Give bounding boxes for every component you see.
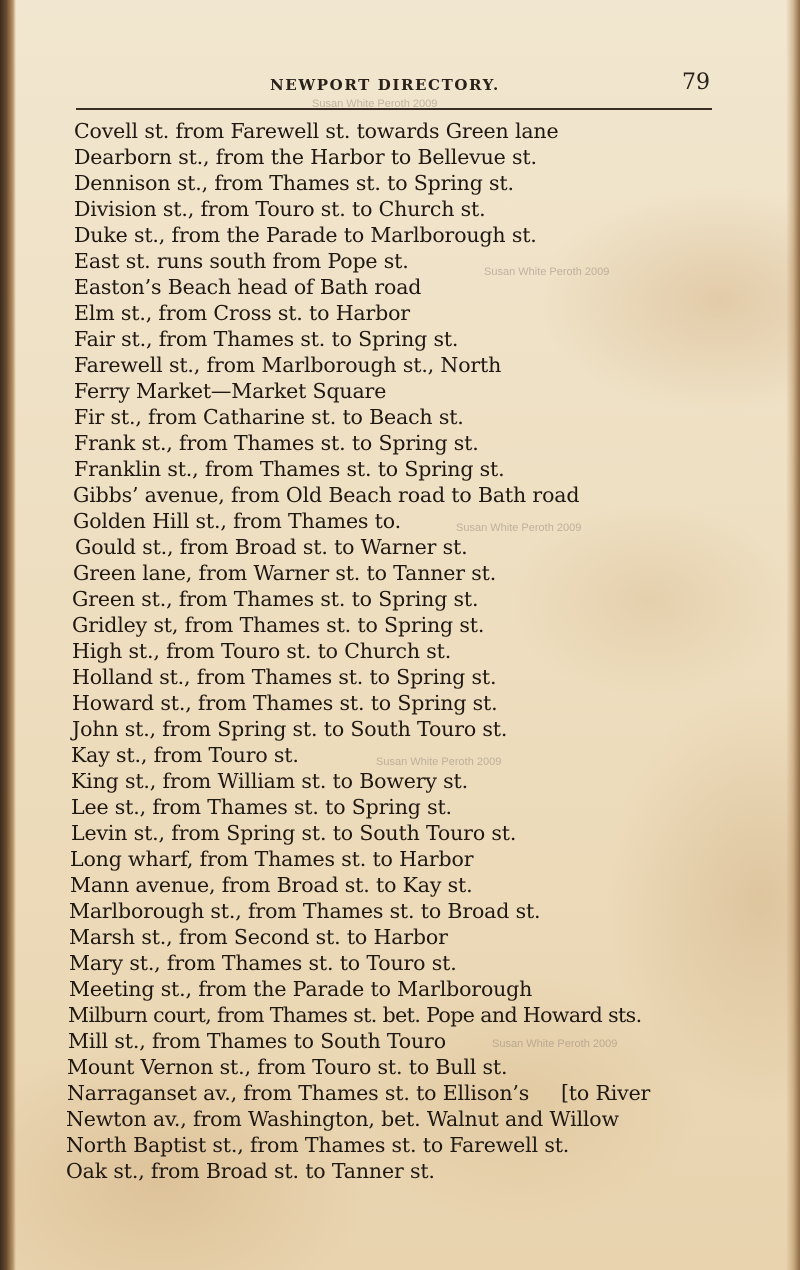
street-entry: Long wharf, from Thames st. to Harbor: [70, 847, 474, 871]
street-entry: Howard st., from Thames st. to Spring st.: [72, 691, 498, 715]
page-header: [70, 68, 720, 102]
street-entry: King st., from William st. to Bowery st.: [71, 769, 468, 793]
street-entry: Newton av., from Washington, bet. Walnut and Willow: [66, 1107, 619, 1131]
street-entry: Dearborn st., from the Harbor to Bellevue st.: [74, 145, 537, 169]
street-entry: Dennison st., from Thames st. to Spring st.: [74, 171, 514, 195]
watermark: Susan White Peroth 2009: [456, 522, 582, 534]
street-entry: Narraganset av., from Thames st. to Ellison’s [to River: [67, 1081, 651, 1105]
street-entry: Fir st., from Catharine st. to Beach st.: [74, 405, 464, 429]
street-entry: Farewell st., from Marlborough st., North: [74, 353, 502, 377]
street-entry: Mary st., from Thames st. to Touro st.: [69, 951, 457, 975]
street-directory-list: [64, 118, 740, 1184]
street-entry: Fair st., from Thames st. to Spring st.: [74, 327, 459, 351]
street-entry: High st., from Touro st. to Church st.: [72, 639, 452, 663]
street-entry: North Baptist st., from Thames st. to Farewell st.: [66, 1133, 570, 1157]
street-entry: Ferry Market—Market Square: [74, 379, 387, 403]
street-entry: Marsh st., from Second st. to Harbor: [69, 925, 448, 949]
watermark: Susan White Peroth 2009: [376, 756, 502, 768]
street-entry: Holland st., from Thames st. to Spring st.: [72, 665, 497, 689]
street-entry: Mount Vernon st., from Touro st. to Bull st.: [67, 1055, 508, 1079]
street-entry: Milburn court, from Thames st. bet. Pope and Howard sts.: [68, 1003, 642, 1027]
street-entry: Duke st., from the Parade to Marlborough st.: [74, 223, 537, 247]
street-entry: Franklin st., from Thames st. to Spring st.: [74, 457, 505, 481]
street-entry: Kay st., from Touro st.: [71, 743, 299, 767]
street-entry: Gould st., from Broad st. to Warner st.: [75, 535, 468, 559]
street-entry: Mann avenue, from Broad st. to Kay st.: [70, 873, 473, 897]
street-entry: Gibbs’ avenue, from Old Beach road to Bath road: [73, 483, 580, 507]
street-entry: Oak st., from Broad st. to Tanner st.: [66, 1159, 435, 1183]
street-entry: Frank st., from Thames st. to Spring st.: [74, 431, 479, 455]
watermark: Susan White Peroth 2009: [492, 1038, 618, 1050]
watermark: Susan White Peroth 2009: [484, 266, 610, 278]
street-entry: Gridley st, from Thames st. to Spring st.: [72, 613, 485, 637]
street-entry: Marlborough st., from Thames st. to Broad st.: [69, 899, 541, 923]
street-entry: John st., from Spring st. to South Touro st.: [72, 717, 508, 741]
street-entry: Easton’s Beach head of Bath road: [74, 275, 422, 299]
page-edge-shadow: [786, 0, 800, 1270]
street-entry: Lee st., from Thames st. to Spring st.: [71, 795, 452, 819]
street-entry: Green lane, from Warner st. to Tanner st.: [73, 561, 497, 585]
street-entry: Golden Hill st., from Thames to.: [73, 509, 401, 533]
street-entry: Division st., from Touro st. to Church st.: [74, 197, 486, 221]
running-title: NEWPORT DIRECTORY.: [270, 76, 500, 94]
street-entry: Mill st., from Thames to South Touro: [68, 1029, 446, 1053]
street-entry: Levin st., from Spring st. to South Touro st.: [71, 821, 517, 845]
street-entry: Covell st. from Farewell st. towards Green lane: [74, 119, 559, 143]
watermark: Susan White Peroth 2009: [312, 98, 438, 110]
book-spine-shadow: [0, 0, 16, 1270]
street-entry: Meeting st., from the Parade to Marlborough: [69, 977, 533, 1001]
street-entry: Green st., from Thames st. to Spring st.: [72, 587, 479, 611]
street-entry: Elm st., from Cross st. to Harbor: [74, 301, 410, 325]
street-entry: East st. runs south from Pope st.: [74, 249, 409, 273]
page-number: 79: [682, 70, 710, 95]
